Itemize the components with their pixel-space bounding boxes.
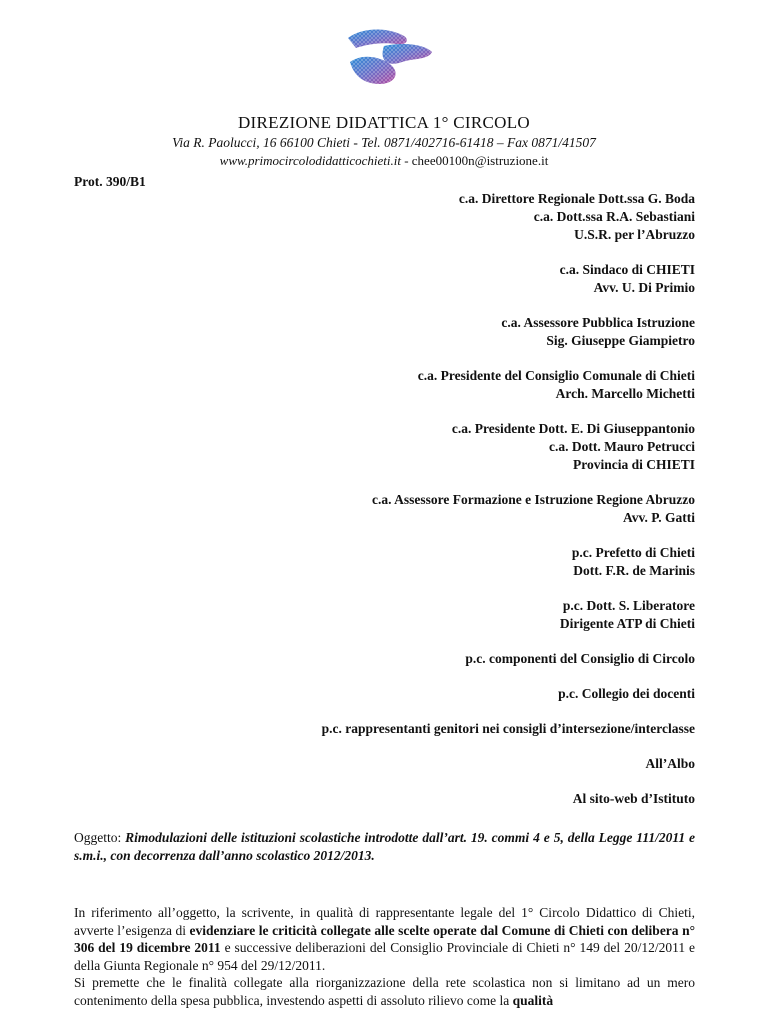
- recipient-line: c.a. Assessore Formazione e Istruzione Regione Abruzzo: [372, 492, 695, 507]
- paragraph-bold-text: evidenziare le criticità collegate alle scelte operate dal Comune di Chieti con delibera n° 306 del 19 dicembre 2011: [74, 922, 695, 955]
- recipient-group-albo: [322, 755, 695, 773]
- recipient-group-provincia: [322, 420, 695, 474]
- recipient-line: U.S.R. per l’Abruzzo: [574, 227, 695, 242]
- recipient-group-atp: [322, 597, 695, 633]
- website-link[interactable]: www.primocircolodidatticochieti.it: [219, 153, 401, 168]
- paragraph-text: Si premette che le finalità collegate alla riorganizzazione della rete scolastica non si limitano ad un mero contenimento della spesa pubblica, investendo aspetti di assoluto rilievo come la: [74, 975, 695, 1008]
- recipient-line: c.a. Assessore Pubblica Istruzione: [501, 315, 695, 330]
- recipient-group-sindaco: [322, 261, 695, 297]
- subject-text: Rimodulazioni delle istituzioni scolastiche introdotte dall’art. 19. commi 4 e 5, della Legge 111/2011 e s.m.i., con decorrenza dall’anno scolastico 2012/2013.: [74, 830, 695, 863]
- recipient-group-assessore: [322, 314, 695, 350]
- recipient-line: c.a. Dott.ssa R.A. Sebastiani: [533, 209, 695, 224]
- recipient-line: p.c. Collegio dei docenti: [558, 686, 695, 701]
- recipient-line: c.a. Sindaco di CHIETI: [559, 262, 695, 277]
- contact-separator: -: [400, 153, 412, 168]
- recipient-line: Dirigente ATP di Chieti: [559, 616, 695, 631]
- recipient-line: p.c. Prefetto di Chieti: [571, 545, 695, 560]
- recipient-line: c.a. Presidente Dott. E. Di Giuseppantonio: [451, 421, 695, 436]
- subject-label: Oggetto:: [74, 830, 126, 845]
- subject-line: [74, 829, 695, 864]
- email-link[interactable]: chee00100n@istruzione.it: [411, 153, 549, 168]
- recipient-line: Arch. Marcello Michetti: [555, 386, 695, 401]
- recipient-line: Al sito-web d’Istituto: [572, 791, 695, 806]
- recipient-line: c.a. Presidente del Consiglio Comunale di Chieti: [417, 368, 695, 383]
- body-paragraphs: [74, 904, 695, 1009]
- paragraph-text: e successive deliberazioni del Consiglio Provinciale di Chieti n° 149 del 20/12/2011 e della Giunta Regionale n° 954 del 29/12/2011.: [74, 940, 695, 973]
- school-logo-image: [344, 22, 436, 88]
- recipient-group-usr: [322, 190, 695, 244]
- recipient-group-prefetto: [322, 544, 695, 580]
- recipient-line: p.c. Dott. S. Liberatore: [562, 598, 695, 613]
- letterhead-title: DIREZIONE DIDATTICA 1° CIRCOLO: [237, 113, 531, 132]
- recipient-group-genitori: [322, 720, 695, 738]
- recipient-line: c.a. Dott. Mauro Petrucci: [549, 439, 695, 454]
- recipient-group-regione: [322, 491, 695, 527]
- paragraph-text: In riferimento all’oggetto, la scrivente, in qualità di rappresentante legale del 1° Circolo Didattico di Chieti, avverte l’esigenza di: [74, 905, 695, 938]
- recipient-group-sito: [322, 790, 695, 808]
- paragraph-2: [74, 974, 695, 1009]
- recipient-line: Provincia di CHIETI: [572, 457, 695, 472]
- recipient-line: Avv. U. Di Primio: [593, 280, 695, 295]
- recipient-line: p.c. componenti del Consiglio di Circolo: [465, 651, 695, 666]
- recipient-line: p.c. rappresentanti genitori nei consigli d’intersezione/interclasse: [321, 721, 695, 736]
- recipient-line: All’Albo: [645, 756, 695, 771]
- letterhead-address: Via R. Paolucci, 16 66100 Chieti - Tel. 0871/402716-61418 – Fax 0871/41507: [172, 135, 596, 150]
- recipient-list: [322, 190, 695, 825]
- paragraph-1: [74, 904, 695, 974]
- recipient-group-collegio: [322, 685, 695, 703]
- recipient-line: Sig. Giuseppe Giampietro: [546, 333, 695, 348]
- recipient-line: Dott. F.R. de Marinis: [573, 563, 695, 578]
- letterhead-contacts: [0, 153, 768, 169]
- protocol-number: Prot. 390/B1: [74, 174, 146, 189]
- recipient-group-consiglio-comunale: [322, 367, 695, 403]
- recipient-group-consiglio-circolo: [322, 650, 695, 668]
- recipient-line: c.a. Direttore Regionale Dott.ssa G. Boda: [458, 191, 695, 206]
- paragraph-bold-text: qualità: [512, 992, 554, 1008]
- recipient-line: Avv. P. Gatti: [622, 510, 695, 525]
